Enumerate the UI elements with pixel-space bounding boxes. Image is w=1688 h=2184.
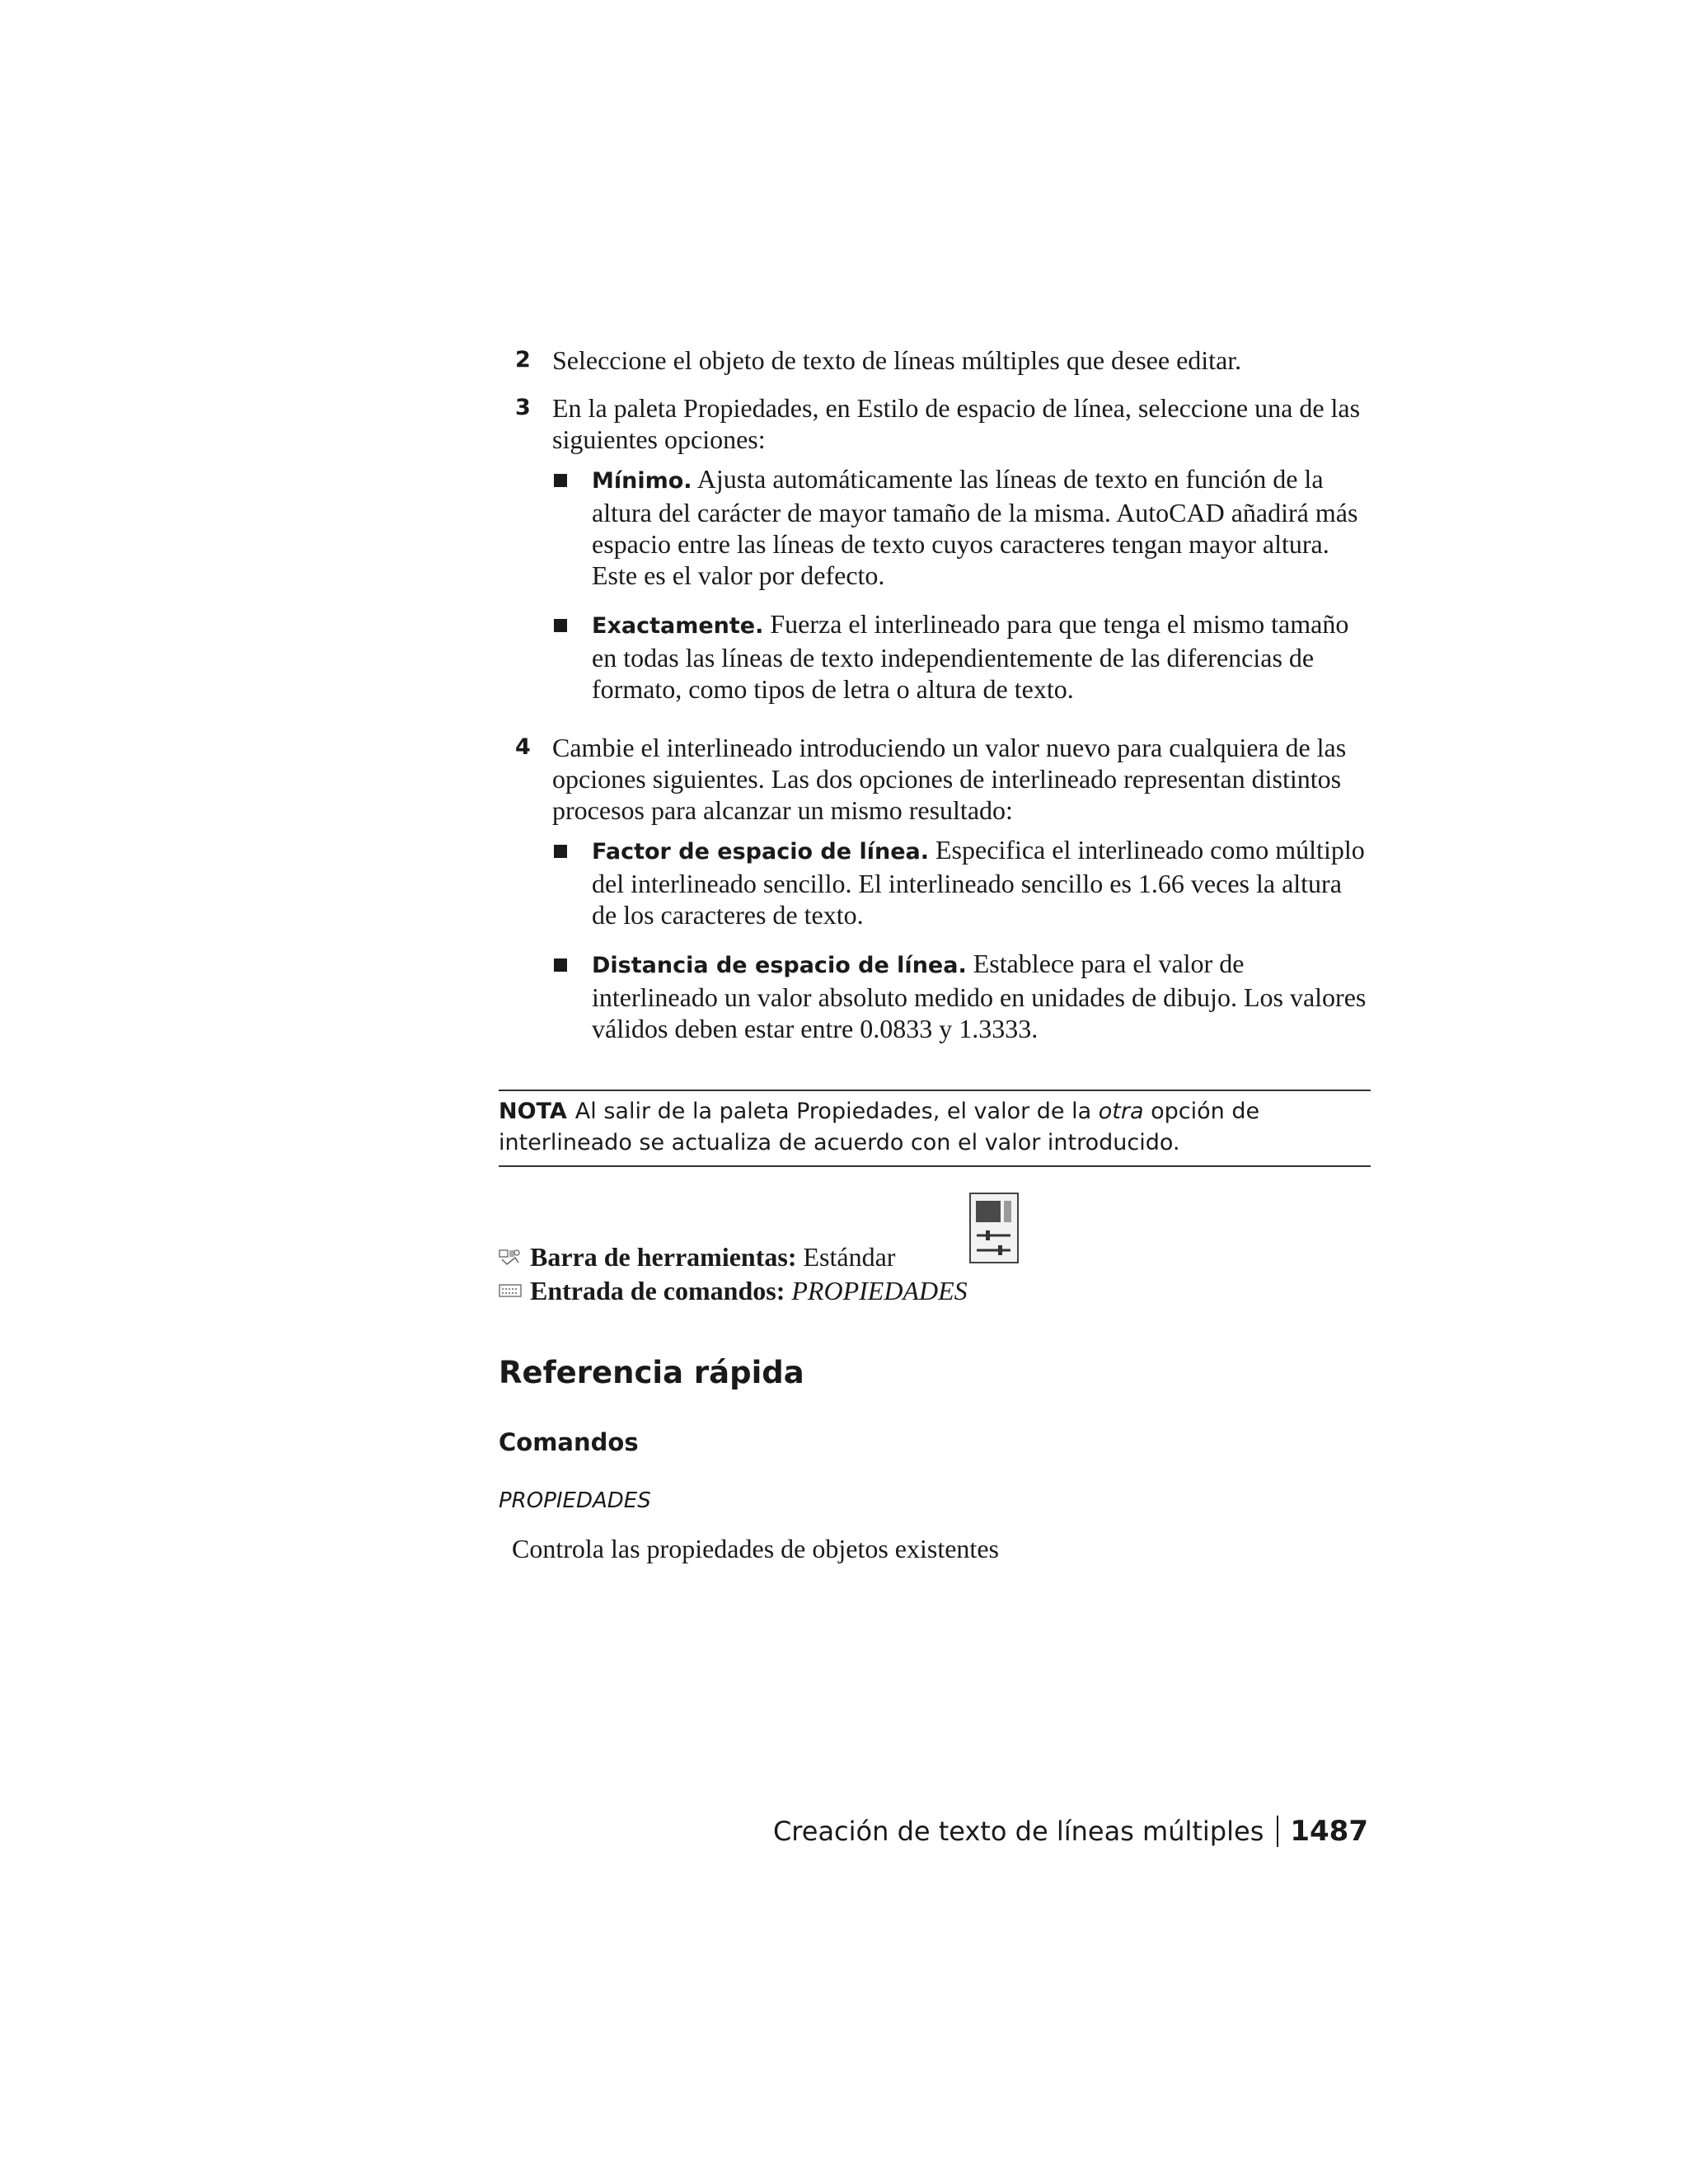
command-value: PROPIEDADES — [791, 1276, 968, 1305]
step-number: 3 — [515, 395, 531, 420]
footer-separator — [1277, 1816, 1278, 1847]
bullet-description: Establece para el valor de interlineado un valor absoluto medido en unidades de dibujo. Los valores válidos deben estar entre 0.0833 y 1.3333. — [592, 949, 1367, 1043]
properties-icon — [969, 1193, 1019, 1263]
bullet-minimo — [552, 463, 1372, 591]
step-text: En la paleta Propiedades, en Estilo de espacio de línea, seleccione una de las siguientes opciones: — [552, 393, 1361, 454]
note-emphasis: otra — [1098, 1099, 1144, 1124]
bullet-factor — [552, 834, 1372, 930]
note-text-before: Al salir de la paleta Propiedades, el valor de la — [574, 1099, 1092, 1124]
footer-title: Creación de texto de líneas múltiples — [772, 1816, 1264, 1847]
command-name: PROPIEDADES — [499, 1488, 651, 1513]
bullet-term: Mínimo. — [592, 468, 692, 494]
note-text-after: opción de interlineado se actualiza de acuerdo con el valor introducido. — [499, 1099, 1260, 1155]
bullet-term: Distancia de espacio de línea. — [592, 953, 967, 978]
bullet-description: Fuerza el interlineado para que tenga el mismo tamaño en todas las líneas de texto independientemente de las diferencias de formato, como tipos de letra o altura de texto. — [592, 609, 1349, 704]
bullet-exactamente — [552, 608, 1372, 705]
bullet-description: Especifica el interlineado como múltiplo del interlineado sencillo. El interlineado sencillo es 1.66 veces la altura de los caracteres de texto. — [592, 835, 1365, 930]
bullet-square-icon — [554, 958, 567, 972]
step-number: 2 — [515, 347, 531, 373]
toolbar-value: Estándar — [803, 1242, 896, 1272]
toolbar-icon — [499, 1248, 522, 1266]
step-text: Seleccione el objeto de texto de líneas múltiples que desee editar. — [552, 345, 1242, 375]
bullet-term: Exactamente. — [592, 613, 764, 639]
step-text: Cambie el interlineado introduciendo un valor nuevo para cualquiera de las opciones siguientes. Las dos opciones de interlineado representan distintos procesos para alcanzar un mismo resultado: — [552, 733, 1347, 825]
bullet-description: Ajusta automáticamente las líneas de texto en función de la altura del carácter de mayor tamaño de la misma. AutoCAD añadirá más espacio entre las líneas de texto cuyos caracteres tengan mayor altura. Este es el valor por defecto. — [592, 464, 1358, 590]
bullet-square-icon — [554, 845, 567, 858]
step-3 — [515, 392, 1368, 455]
step-4 — [515, 732, 1368, 826]
note-bottom-rule — [499, 1165, 1371, 1167]
page-footer — [773, 1813, 1368, 1849]
note-block — [499, 1096, 1372, 1159]
bullet-square-icon — [554, 619, 567, 632]
bullet-term: Factor de espacio de línea. — [592, 839, 929, 865]
bullet-distancia — [552, 948, 1372, 1044]
keyboard-icon — [499, 1282, 522, 1300]
step-number: 4 — [515, 734, 531, 760]
page-number: 1487 — [1290, 1815, 1368, 1848]
note-top-rule — [499, 1090, 1371, 1091]
note-label: NOTA — [499, 1099, 567, 1124]
toolbar-access-line — [499, 1240, 895, 1273]
command-description: Controla las propiedades de objetos existentes — [512, 1534, 999, 1563]
toolbar-label: Barra de herramientas: — [530, 1242, 797, 1272]
step-2 — [515, 344, 1368, 376]
quick-reference-heading: Referencia rápida — [499, 1355, 804, 1390]
commands-subheading: Comandos — [499, 1428, 639, 1456]
command-access-line — [499, 1274, 968, 1307]
command-label: Entrada de comandos: — [530, 1276, 785, 1305]
bullet-square-icon — [554, 474, 567, 487]
